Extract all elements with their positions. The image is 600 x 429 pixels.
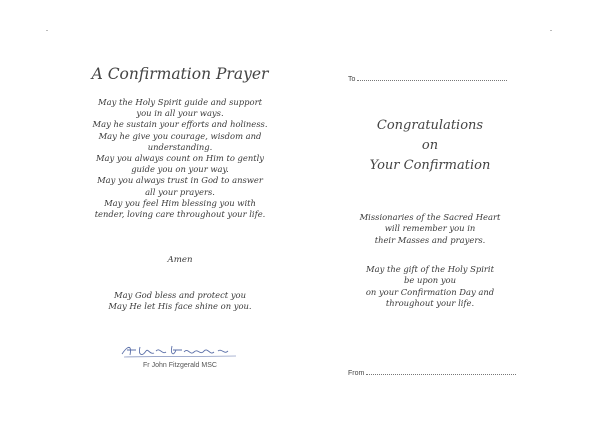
congrats-line: on bbox=[421, 138, 439, 153]
from-label: From bbox=[348, 370, 365, 377]
from-dotted-line bbox=[366, 368, 516, 375]
missionaries-line: Missionaries of the Sacred Heart bbox=[359, 212, 501, 222]
prayer-line: May you always trust in God to answer bbox=[97, 175, 263, 186]
gift-text bbox=[330, 264, 530, 310]
congrats-line: Your Confirmation bbox=[369, 158, 491, 173]
signer-name: Fr John Fitzgerald MSC bbox=[143, 362, 217, 369]
to-dotted-line bbox=[357, 74, 507, 81]
prayer-line: all your prayers. bbox=[145, 186, 215, 197]
missionaries-line: will remember you in bbox=[384, 223, 476, 234]
missionaries-line: their Masses and prayers. bbox=[374, 234, 486, 245]
gift-line: on your Confirmation Day and bbox=[365, 286, 495, 297]
prayer-line: understanding. bbox=[147, 141, 213, 152]
prayer-line: May you feel Him blessing you with bbox=[104, 197, 256, 208]
congrats-line: Congratulations bbox=[376, 118, 484, 133]
prayer-line: you in all your ways. bbox=[136, 108, 224, 119]
congratulations-heading bbox=[330, 116, 530, 176]
left-panel bbox=[60, 0, 300, 429]
prayer-line: guide you on your way. bbox=[131, 164, 229, 175]
crop-mark bbox=[46, 30, 48, 31]
handwritten-signature bbox=[118, 341, 243, 361]
gift-line: throughout your life. bbox=[385, 298, 475, 309]
to-label: To bbox=[348, 76, 356, 83]
right-panel bbox=[330, 0, 560, 429]
prayer-line: May the Holy Spirit guide and support bbox=[98, 97, 262, 107]
prayer-line: May you always count on Him to gently bbox=[95, 153, 265, 164]
gift-line: be upon you bbox=[403, 275, 456, 286]
prayer-line: tender, loving care throughout your life. bbox=[94, 209, 266, 220]
amen-text: Amen bbox=[167, 255, 193, 265]
from-field[interactable] bbox=[348, 368, 516, 377]
prayer-line: May he sustain your efforts and holiness. bbox=[92, 119, 268, 130]
blessing-line: May God bless and protect you bbox=[114, 290, 246, 300]
blessing-text bbox=[60, 290, 300, 313]
prayer-text bbox=[60, 97, 300, 220]
prayer-title: A Confirmation Prayer bbox=[91, 65, 269, 83]
gift-line: May the gift of the Holy Spirit bbox=[366, 264, 494, 274]
blessing-line: May He let His face shine on you. bbox=[108, 301, 252, 312]
to-field[interactable] bbox=[348, 74, 507, 83]
missionaries-text bbox=[330, 212, 530, 246]
prayer-line: May he give you courage, wisdom and bbox=[98, 130, 262, 141]
